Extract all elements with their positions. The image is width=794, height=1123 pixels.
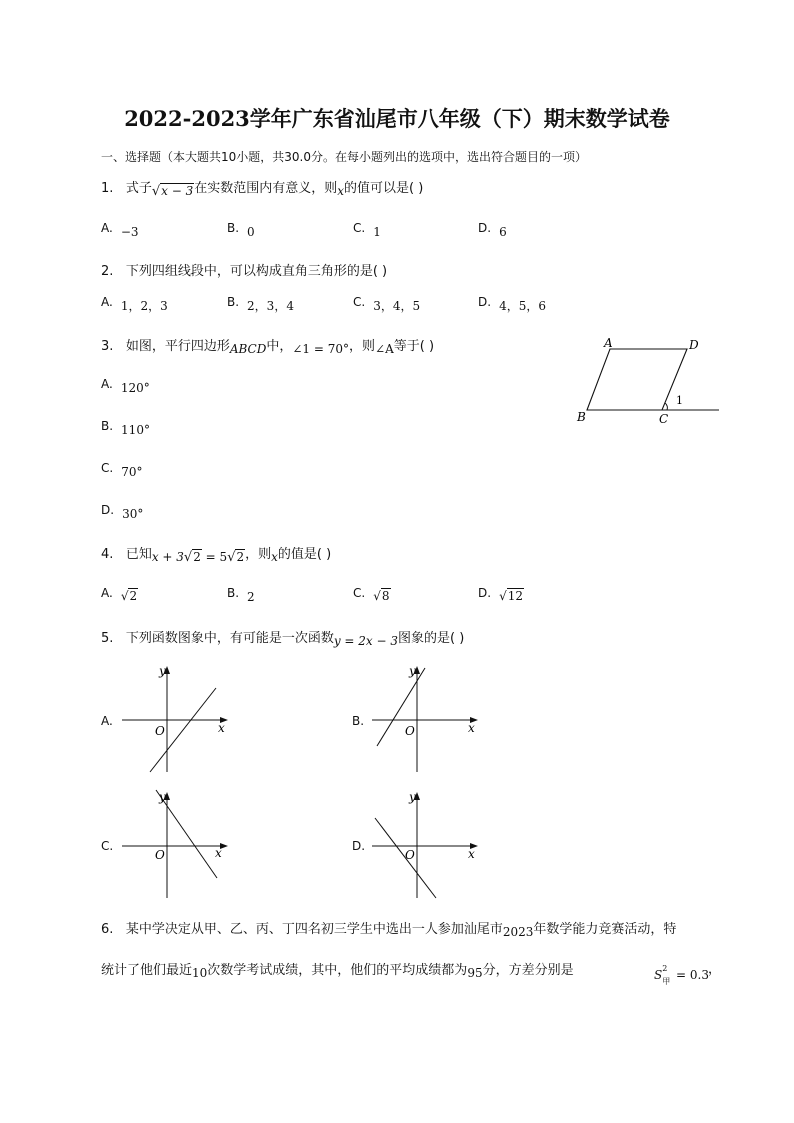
q4-option-a[interactable]: A. √2 <box>101 586 138 603</box>
question-6-line-2: 统计了他们最近10次数学考试成绩，其中，他们的平均成绩都为95分，方差分别是 <box>101 963 574 980</box>
q5-option-b[interactable]: B. <box>352 714 365 728</box>
vertex-label-c: C <box>659 412 669 426</box>
page-title: 2022-2023学年广东省汕尾市八年级（下）期末数学试卷 <box>124 106 670 131</box>
svg-text:y: y <box>159 664 166 678</box>
q3-option-b[interactable]: B. 110° <box>101 419 150 437</box>
q1-option-b[interactable]: B. 0 <box>227 221 255 239</box>
q2-option-d[interactable]: D. 4，5，6 <box>478 295 546 313</box>
angle-label-1: 1 <box>676 394 683 407</box>
q3-option-a[interactable]: A. 120° <box>101 377 150 395</box>
question-6-line-1: 6. 某中学决定从甲、乙、丙、丁四名初三学生中选出一人参加汕尾市2023年数学能力竞赛活动，特 <box>101 922 677 939</box>
q2-option-b[interactable]: B. 2，3，4 <box>227 295 294 313</box>
q5-option-c[interactable]: C. <box>101 839 114 853</box>
comma: ， <box>708 962 722 977</box>
question-4: 4. 已知x + 3√2 = 5√2，则x的值是( ) <box>101 547 332 565</box>
question-1: 1. 式子√x − 3在实数范围内有意义，则x的值可以是( ) <box>101 181 424 199</box>
svg-text:O: O <box>155 848 165 862</box>
vertex-label-d: D <box>689 338 699 352</box>
q5-option-d[interactable]: D. <box>352 839 366 853</box>
parallelogram-figure <box>570 334 730 430</box>
question-5: 5. 下列函数图象中，有可能是一次函数y = 2x − 3图象的是( ) <box>101 631 465 648</box>
question-2: 2. 下列四组线段中，可以构成直角三角形的是( ) <box>101 264 388 279</box>
vertex-label-b: B <box>577 410 586 424</box>
q1-option-c[interactable]: C. 1 <box>353 221 381 239</box>
section-heading: 一、选择题（本大题共10小题，共30.0分。在每小题列出的选项中，选出符合题目的一项） <box>101 150 587 164</box>
graph-d[interactable] <box>370 788 480 902</box>
question-3: 3. 如图，平行四边形ABCD中，∠1 = 70°，则∠A等于( ) <box>101 339 435 356</box>
vertex-label-a: A <box>604 336 613 350</box>
svg-text:y: y <box>409 664 416 678</box>
svg-text:x: x <box>218 721 225 735</box>
graph-b-line <box>377 668 425 746</box>
q2-option-a[interactable]: A. 1，2，3 <box>101 295 168 313</box>
q3-option-d[interactable]: D. 30° <box>101 503 144 521</box>
q1-option-d[interactable]: D. 6 <box>478 221 507 239</box>
q3-option-c[interactable]: C. 70° <box>101 461 143 479</box>
q1-option-a[interactable]: A. −3 <box>101 221 139 239</box>
sqrt-expression: √x − 3 <box>151 184 194 199</box>
svg-text:y: y <box>409 790 416 804</box>
svg-text:O: O <box>155 724 165 738</box>
svg-text:x: x <box>468 721 475 735</box>
svg-text:y: y <box>159 790 166 804</box>
parallelogram-shape <box>587 349 687 410</box>
q4-option-d[interactable]: D. √12 <box>478 586 523 603</box>
svg-text:O: O <box>405 848 415 862</box>
svg-text:x: x <box>215 846 222 860</box>
angle-1-arc <box>665 403 667 410</box>
graph-c[interactable] <box>120 788 230 902</box>
variance-expression: S 2 甲 = 0.3 <box>654 963 710 986</box>
q5-option-a[interactable]: A. <box>101 714 113 728</box>
q4-option-b[interactable]: B. 2 <box>227 586 255 604</box>
q4-option-c[interactable]: C. √8 <box>353 586 390 603</box>
svg-text:O: O <box>405 724 415 738</box>
q2-option-c[interactable]: C. 3，4，5 <box>353 295 421 313</box>
graph-b[interactable] <box>370 662 480 776</box>
svg-text:x: x <box>468 847 475 861</box>
graph-a[interactable] <box>120 662 230 776</box>
